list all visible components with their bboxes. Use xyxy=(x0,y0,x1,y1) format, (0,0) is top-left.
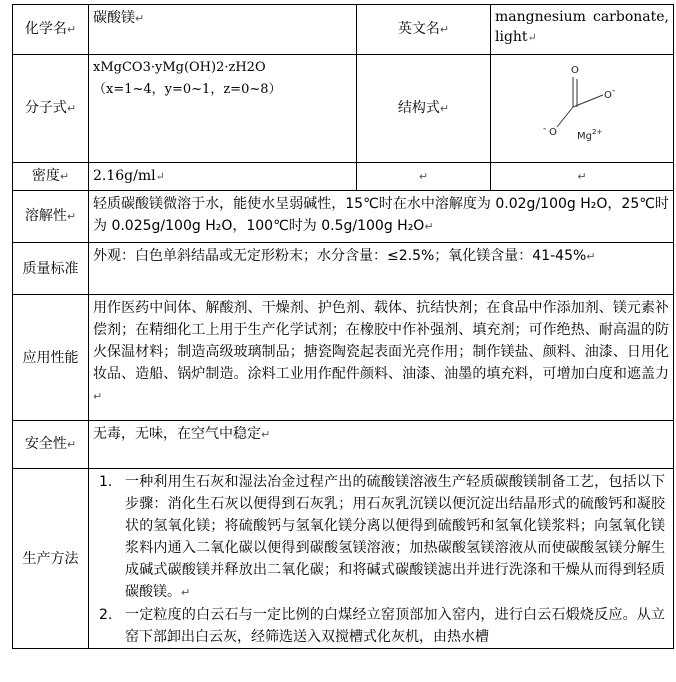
charge-left: - xyxy=(543,124,547,134)
row-safety xyxy=(13,421,674,469)
value-production xyxy=(89,469,674,649)
row-formula xyxy=(13,55,674,163)
production-list xyxy=(97,471,665,648)
empty-cell-2: ↵ xyxy=(491,163,674,191)
properties-table xyxy=(12,4,674,649)
label-structure: 结构式↵ xyxy=(357,55,491,163)
label-formula: 分子式↵ xyxy=(13,55,89,163)
atom-o-left: O xyxy=(549,127,557,138)
label-application: 应用性能 xyxy=(13,295,89,421)
label-eng-name: 英文名↵ xyxy=(357,5,491,55)
row-production xyxy=(13,469,674,649)
row-application xyxy=(13,295,674,421)
label-safety: 安全性↵ xyxy=(13,421,89,469)
list-item-text: 一种利用生石灰和湿法冶金过程产出的硫酸镁溶液生产轻质碳酸镁制备工艺，包括以下步骤：消化生石灰以便得到石灰乳；用石灰乳沉镁以便沉淀出结晶形式的硫酸钙和凝胶状的氢氧化镁；将硫酸钙与氢氧化镁分离以便得到硫酸钙和氢氧化镁浆料；向氢氧化镁浆料内通入二氧化碳以便得到碳酸氢镁溶液；加热碳酸氢镁溶液从而使碳酸氢镁分解生成碱式碳酸镁并释放出二氧化碳；和将碱式碳酸镁滤出并进行洗涤和干燥从而得到轻质碳酸镁。↵ xyxy=(125,474,665,600)
charge-right: - xyxy=(612,86,616,96)
formula-range: （x=1~4，y=0~1，z=0~8） xyxy=(93,82,282,97)
carbonate-structure-diagram xyxy=(491,55,674,155)
ion-charge: 2+ xyxy=(592,128,603,136)
value-quality: 外观：白色单斜结晶或无定形粉末；水分含量：≤2.5%；氧化镁含量：41-45%↵ xyxy=(89,243,674,295)
list-item xyxy=(97,604,665,648)
label-quality: 质量标准 xyxy=(13,243,89,295)
label-density: 密度↵ xyxy=(13,163,89,191)
value-eng-name: mangnesium carbonate, light↵ xyxy=(491,5,674,55)
row-solubility xyxy=(13,191,674,243)
structure-cell xyxy=(491,55,674,163)
atom-o-right: O xyxy=(604,90,612,101)
row-quality xyxy=(13,243,674,295)
row-density xyxy=(13,163,674,191)
formula-text: xMgCO3·yMg(OH)2·zH2O xyxy=(93,60,266,75)
list-item xyxy=(97,471,665,604)
value-application: 用作医药中间体、解酸剂、干燥剂、护色剂、载体、抗结快剂；在食品中作添加剂、镁元素补偿剂；在精细化工上用于生产化学试剂；在橡胶中作补强剂、填充剂；可作绝热、耐高温的防火保温材料；制造高级玻璃制品；搪瓷陶瓷起表面光亮作用；制作镁盐、颜料、油漆、日用化妆品、造船、锅炉制造。涂料工业用作配件颜料、油漆、油墨的填充料，可增加白度和遮盖力↵ xyxy=(89,295,674,421)
atom-o-top: O xyxy=(571,65,579,76)
list-item-text: 一定粒度的白云石与一定比例的白煤经立窑顶部加入窑内，进行白云石煅烧反应。从立窑下部卸出白云灰，经筛选送入双搅槽式化灰机，由热水槽 xyxy=(125,607,665,645)
empty-cell-1: ↵ xyxy=(357,163,491,191)
row-chem-name xyxy=(13,5,674,55)
value-chem-name: 碳酸镁↵ xyxy=(89,5,357,55)
list-item-number: 2. xyxy=(99,607,113,623)
value-safety: 无毒，无味，在空气中稳定↵ xyxy=(89,421,674,469)
label-solubility: 溶解性↵ xyxy=(13,191,89,243)
value-formula xyxy=(89,55,357,163)
ion-mg: Mg xyxy=(577,131,592,142)
list-item-number: 1. xyxy=(99,474,113,490)
value-density: 2.16g/ml↵ xyxy=(89,163,357,191)
value-solubility: 轻质碳酸镁微溶于水，能使水呈弱碱性，15℃时在水中溶解度为 0.02g/100g H₂O，25℃时为 0.025g/100g H₂O，100℃时为 0.5g/100g H₂O↵ xyxy=(89,191,674,243)
label-chem-name: 化学名↵ xyxy=(13,5,89,55)
label-production: 生产方法 xyxy=(13,469,89,649)
